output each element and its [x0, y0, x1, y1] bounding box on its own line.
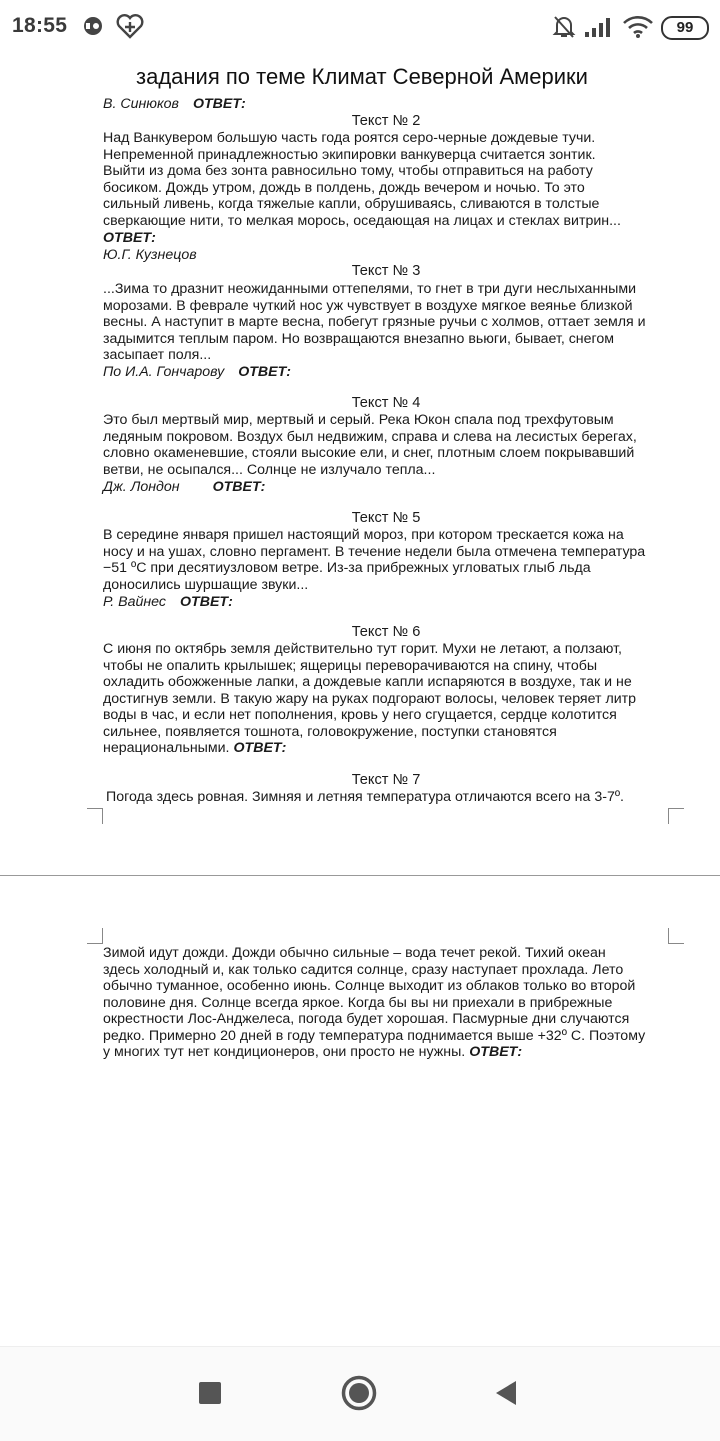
text3-heading: Текст № 3	[351, 263, 421, 279]
page-corner-mark	[668, 928, 684, 944]
text-line: В середине января пришел настоящий мороз, при котором трескается кожа на	[103, 527, 624, 543]
home-circle-icon[interactable]	[341, 1375, 377, 1411]
text-line: охладить обожженные лапки, а дождевые капли испаряются в воздухе, так и не	[103, 674, 632, 690]
author: В. Синюков	[103, 96, 179, 112]
text3-author-line	[103, 364, 291, 381]
text-line	[103, 1044, 669, 1061]
text-line-end: нерациональными.	[103, 740, 230, 756]
text-line: задымится теплым паром. Но возвращаются внезапно вьюги, бывает, снегом	[103, 330, 615, 347]
mute-bell-icon	[552, 14, 576, 40]
answer-label: ОТВЕТ:	[192, 96, 246, 112]
answer-label: ОТВЕТ:	[212, 479, 266, 495]
text2-heading: Текст № 2	[351, 113, 421, 129]
text-line: Это был мертвый мир, мертвый и серый. Река Юкон спала под трехфутовым	[103, 412, 614, 428]
text-line: здесь холодный и, как только садится солнце, сразу наступает прохлада. Лето	[103, 961, 624, 978]
status-time: 18:55	[12, 14, 68, 37]
answer-label: ОТВЕТ:	[469, 1044, 523, 1060]
recents-square-icon[interactable]	[198, 1381, 222, 1405]
text1-author-line	[103, 96, 246, 113]
text-line: ледяным покровом. Воздух был недвижим, справа и слева на лесистых берегах,	[103, 428, 637, 445]
text2-body	[103, 130, 669, 229]
page-corner-mark	[87, 928, 103, 944]
answer-label: ОТВЕТ:	[180, 594, 233, 610]
text4-body	[103, 412, 669, 478]
text5-body	[103, 527, 669, 593]
text-line: воды в час, и если нет пополнения, кровь у него сгущается, сердце колотится	[103, 707, 617, 723]
back-triangle-icon[interactable]	[494, 1380, 518, 1406]
text-line: чтобы не опалить крылышек; ящерицы переворачиваются на спину, чтобы	[103, 657, 598, 674]
text-line: засыпает поля...	[103, 347, 212, 363]
text-line: С июня по октябрь земля действительно тут горит. Мухи не летают, а ползают,	[103, 641, 622, 657]
text-line: доносились шуршащие звуки...	[103, 576, 309, 593]
wifi-icon	[622, 15, 654, 39]
author: Р. Вайнес	[103, 594, 167, 610]
text4-heading: Текст № 4	[351, 395, 421, 411]
text-line: сильный ливень, когда тяжелые капли, обрушиваясь, сливаются в толстые	[103, 196, 600, 212]
answer-label: ОТВЕТ:	[238, 364, 292, 380]
text2-answer	[103, 230, 156, 247]
page-divider	[0, 875, 720, 876]
text5-heading: Текст № 5	[351, 510, 421, 526]
text-line: Непременной принадлежностью экипировки ванкуверца считается зонтик.	[103, 146, 596, 163]
text-line: босиком. Дождь утром, дождь в полдень, дождь вечером и ночью. То это	[103, 179, 585, 196]
battery-icon: 99	[661, 16, 709, 40]
text7-body	[103, 945, 669, 1061]
text-line: Зимой идут дожди. Дожди обычно сильные – вода течет рекой. Тихий океан	[103, 945, 606, 961]
text6-body	[103, 641, 669, 757]
navigation-bar	[0, 1346, 720, 1441]
text-line: достигнув земли. В такую жару на руках подгорают волосы, человек теряет литр	[103, 690, 637, 707]
text-line: −51 ºС при десятиузловом ветре. Из-за прибрежных угловатых глыб льда	[103, 560, 591, 576]
text7-heading: Текст № 7	[351, 772, 421, 788]
text-line: сверкающие нити, то мелкая морось, оседающая на лицах и стеклах витрин...	[103, 212, 621, 229]
text-line: ...Зима то дразнит неожиданными оттепелями, то гнет в три дуги неслыханными	[103, 281, 636, 297]
text4-author-line	[103, 479, 265, 496]
text-line: ветви, не осыпался... Солнце не излучало тепла...	[103, 461, 436, 478]
status-bar	[0, 0, 720, 56]
cast-icon	[82, 15, 104, 37]
text-line-end: у многих тут нет кондиционеров, они просто не нужны.	[103, 1044, 466, 1060]
text-line: сильнее, появляется тошнота, головокружение, поступки становятся	[103, 723, 557, 740]
page-corner-mark	[668, 808, 684, 824]
text-line: словно окаменевшие, стояли высокие ели, и снег, плотным слоем покрывавший	[103, 445, 635, 461]
document-title: задания по теме Климат Северной Америки	[136, 64, 588, 89]
text7-first-line: Погода здесь ровная. Зимняя и летняя температура отличаются всего на 3-7º.	[106, 789, 624, 805]
signal-icon	[584, 16, 612, 38]
text-line: весны. А наступит в марте весна, побегут грязные ручьи с холмов, оттает земля и	[103, 314, 646, 330]
text-line: редко. Примерно 20 дней в году температура поднимается выше +32º С. Поэтому	[103, 1027, 646, 1044]
text6-heading: Текст № 6	[351, 624, 421, 640]
text-line	[103, 740, 669, 757]
text-line: морозами. В феврале чуткий нос уж чувствует в воздухе мягкое веянье близкой	[103, 297, 633, 314]
text-line: половине дня. Солнце всегда яркое. Когда бы вы ни приехали в прибрежные	[103, 994, 613, 1011]
author: Дж. Лондон	[103, 479, 180, 495]
text3-body	[103, 281, 669, 364]
text-line: Над Ванкувером большую часть года роятся серо-черные дождевые тучи.	[103, 130, 596, 146]
answer-label: ОТВЕТ:	[103, 230, 156, 246]
text-line: носу и на ушах, словно пергамент. В течение недели была отмечена температура	[103, 543, 646, 560]
text2-author: Ю.Г. Кузнецов	[103, 247, 197, 263]
text-line: обычно туманное, особенно июнь. Солнце выходит из облаков только во второй	[103, 978, 636, 994]
health-heart-icon	[116, 13, 144, 39]
author: По И.А. Гончарову	[103, 364, 225, 380]
answer-label: ОТВЕТ:	[233, 740, 287, 756]
text-line: Выйти из дома без зонта равносильно тому, чтобы отправиться на работу	[103, 163, 593, 179]
page-corner-mark	[87, 808, 103, 824]
text-line: окрестности Лос-Анджелеса, погода будет хорошая. Пасмурные дни случаются	[103, 1011, 630, 1027]
text5-author-line	[103, 594, 233, 611]
